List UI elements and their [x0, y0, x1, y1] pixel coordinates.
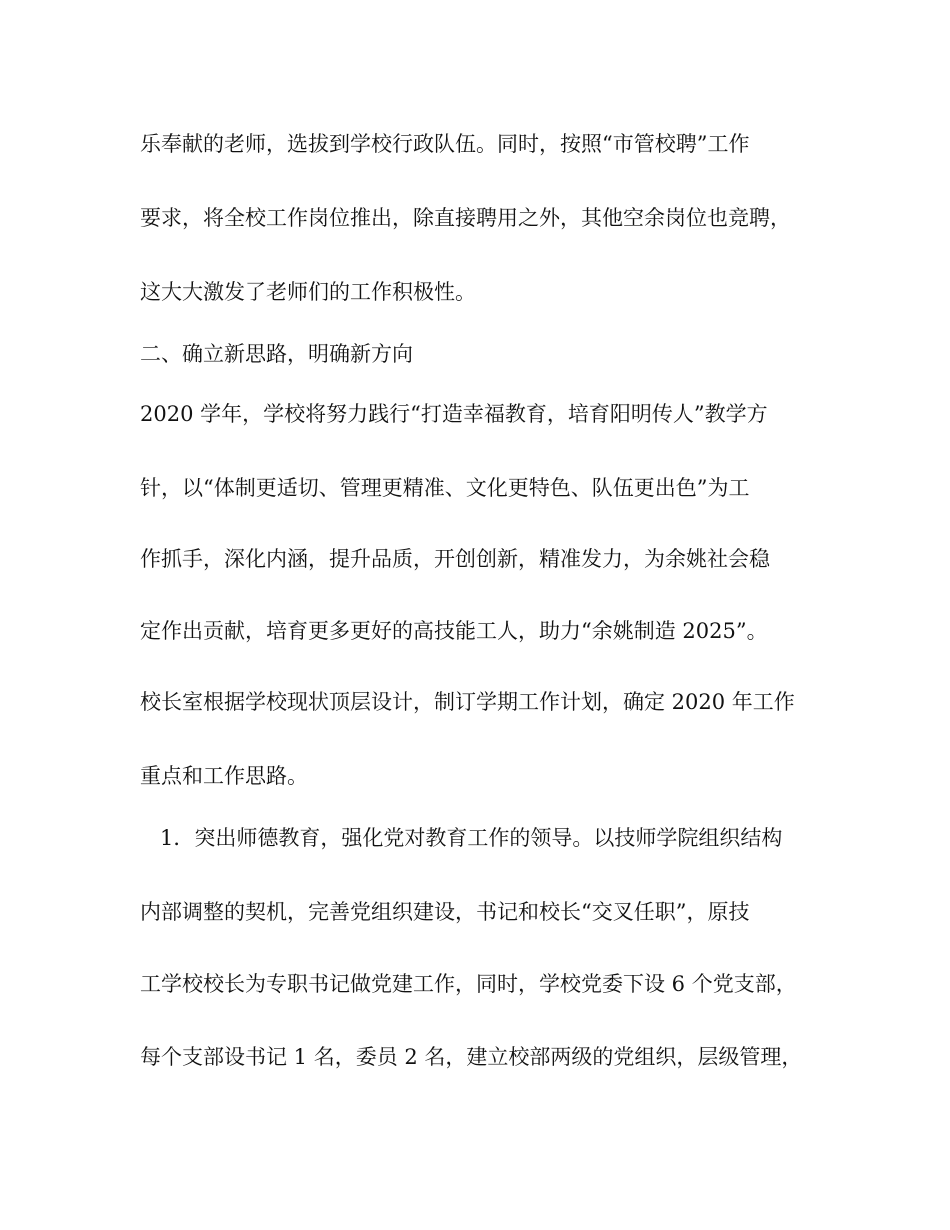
section-heading: 二、确立新思路，明确新方向 — [140, 342, 413, 366]
paragraph-line: 重点和工作思路。 — [140, 764, 308, 788]
paragraph-line: 作抓手，深化内涵，提升品质，开创创新，精准发力，为余姚社会稳 — [140, 547, 770, 571]
list-item-line: 1．突出师德教育，强化党对教育工作的领导。以技师学院组织结构 — [160, 826, 783, 850]
paragraph-line: 工学校校长为专职书记做党建工作，同时，学校党委下设 6 个党支部， — [140, 972, 797, 996]
paragraph-line: 要求，将全校工作岗位推出，除直接聘用之外，其他空余岗位也竞聘， — [140, 206, 791, 230]
paragraph-line: 针，以“体制更适切、管理更精准、文化更特色、队伍更出色”为工 — [140, 476, 750, 500]
paragraph-line: 这大大激发了老师们的工作积极性。 — [140, 280, 476, 304]
paragraph-line: 乐奉献的老师，选拔到学校行政队伍。同时，按照“市管校聘”工作 — [140, 132, 750, 156]
paragraph-line: 校长室根据学校现状顶层设计，制订学期工作计划，确定 2020 年工作 — [140, 690, 795, 714]
paragraph-line: 每个支部设书记 1 名，委员 2 名，建立校部两级的党组织，层级管理， — [140, 1045, 803, 1069]
paragraph-line: 内部调整的契机，完善党组织建设，书记和校长“交叉任职”，原技 — [140, 900, 750, 924]
paragraph-line: 2020 学年，学校将努力践行“打造幸福教育，培育阳明传人”教学方 — [140, 402, 768, 426]
paragraph-line: 定作出贡献，培育更多更好的高技能工人，助力“余姚制造 2025”。 — [140, 619, 768, 643]
